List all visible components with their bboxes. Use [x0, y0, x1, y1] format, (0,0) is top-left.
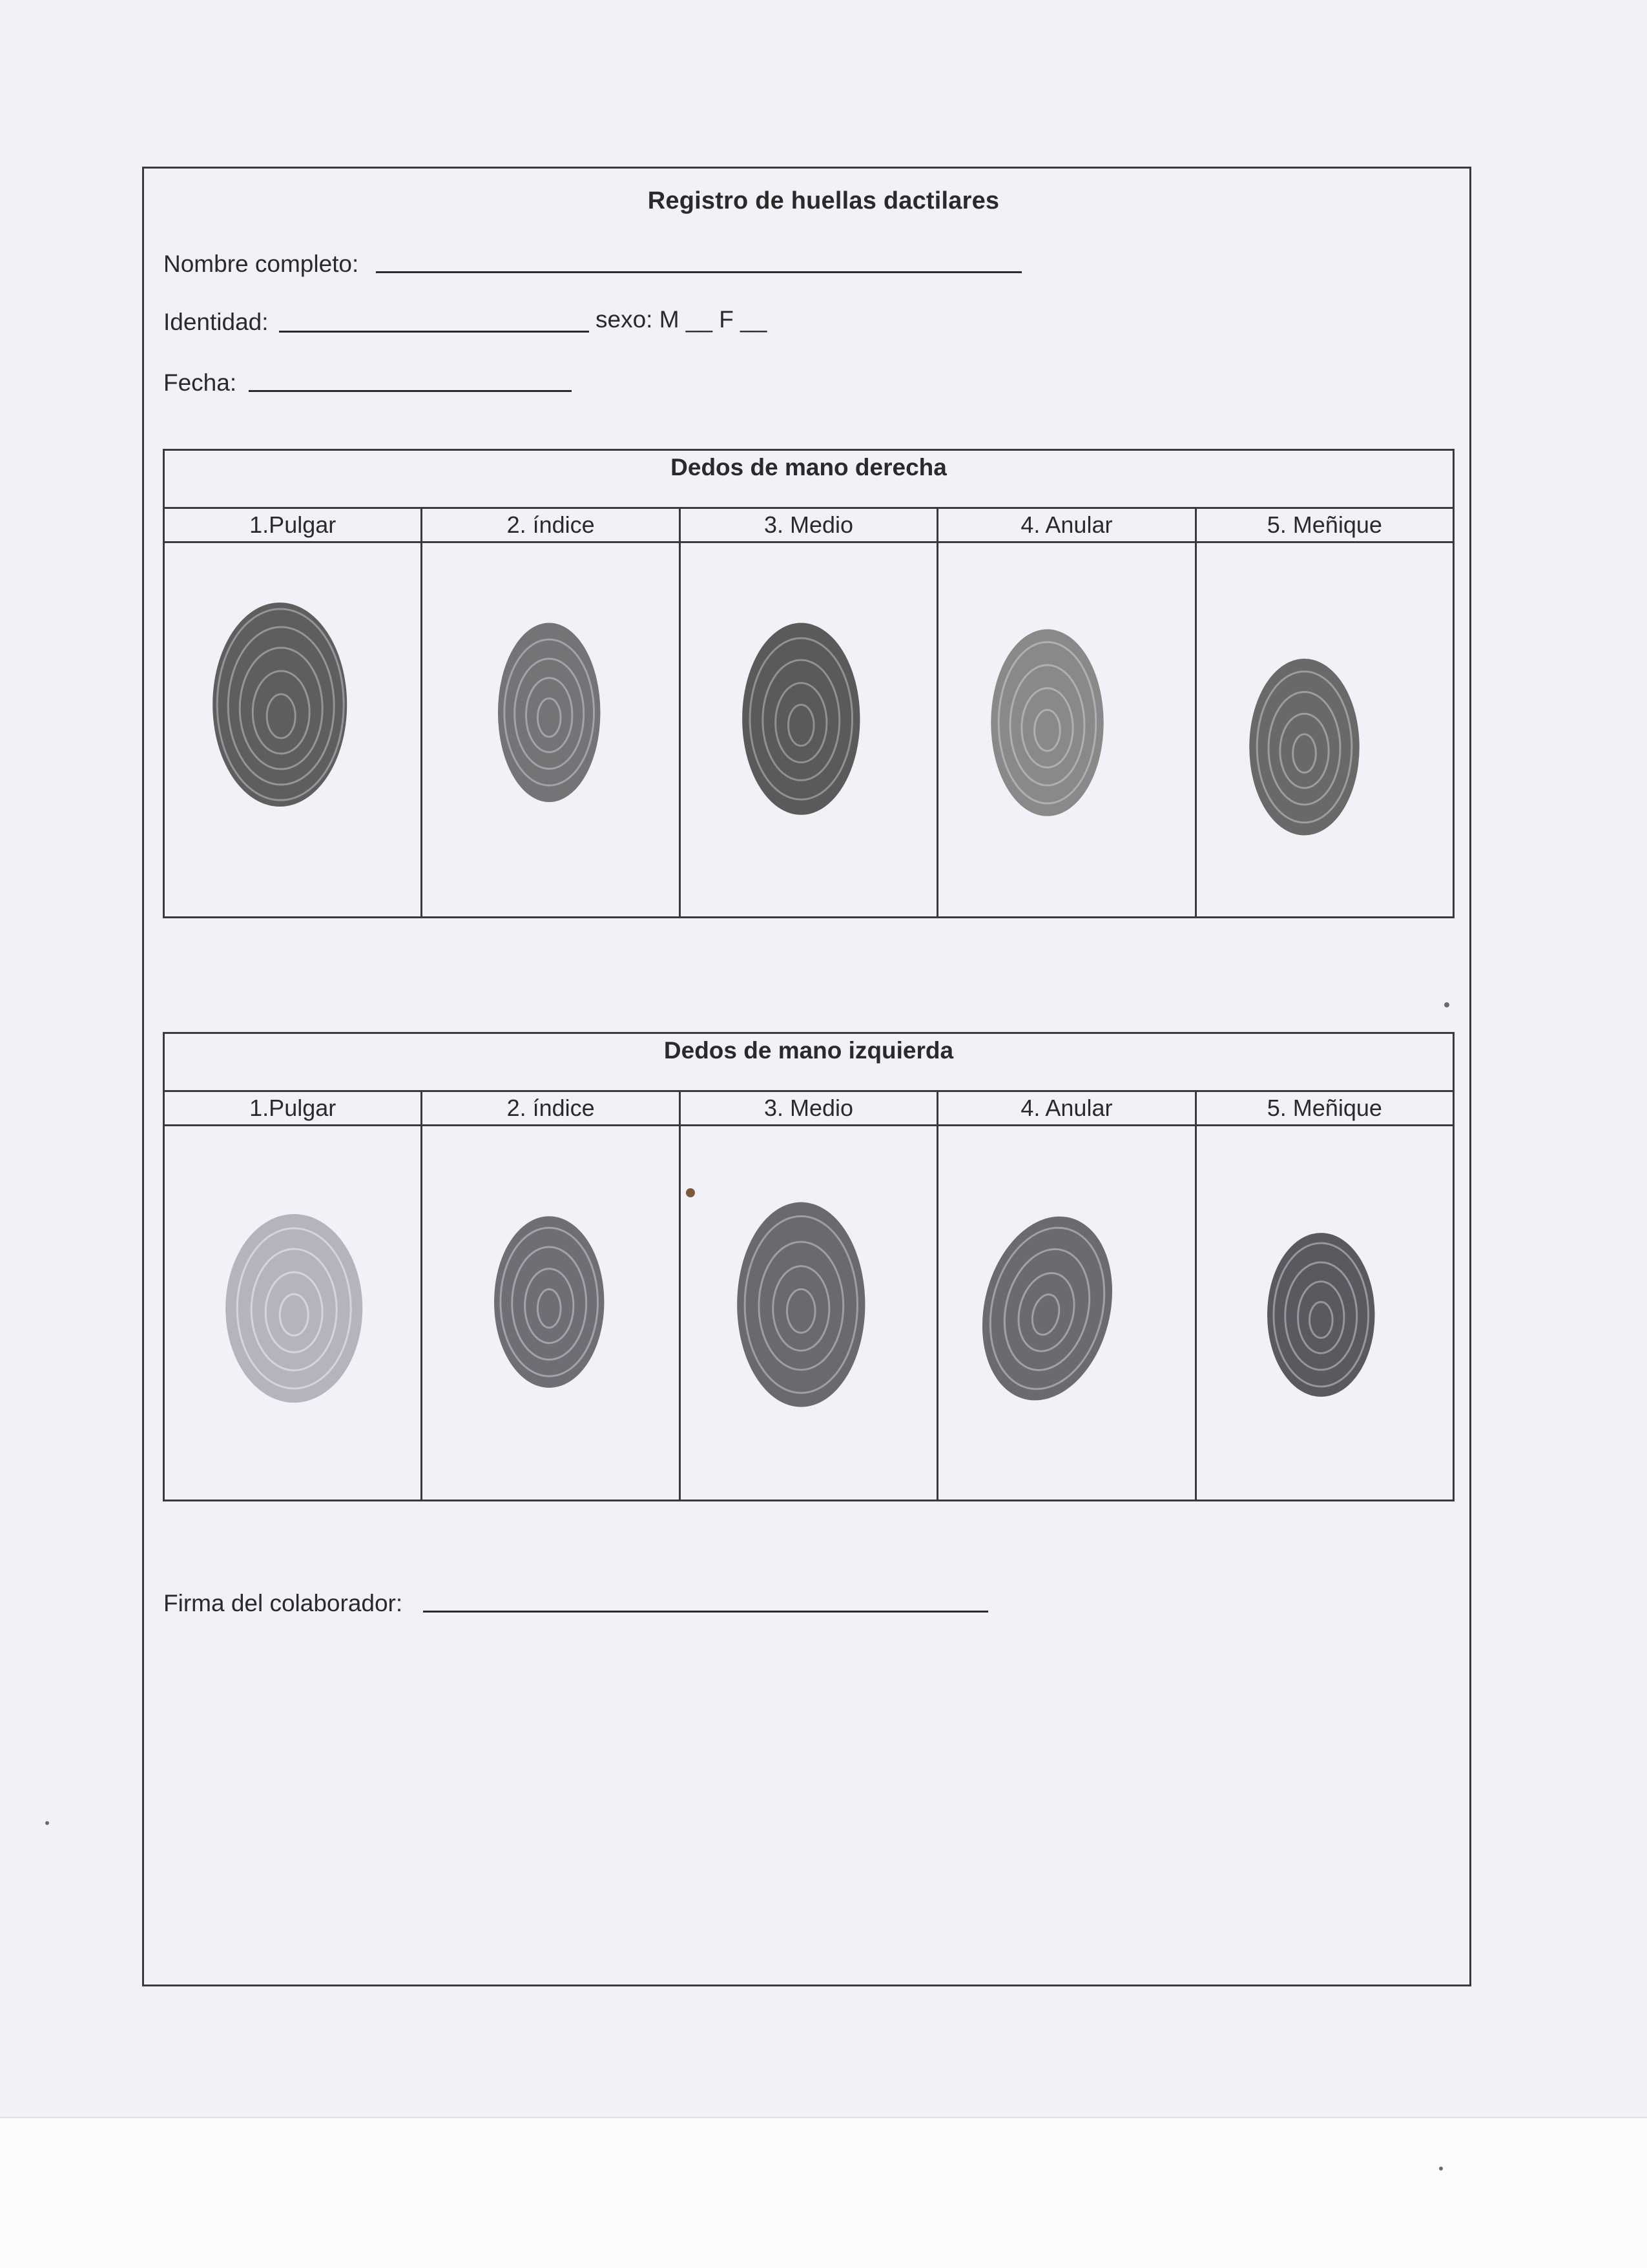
- left-hand-print-row: [165, 1126, 1453, 1500]
- identity-line[interactable]: [279, 331, 589, 333]
- right-pinky-fingerprint-icon: [1197, 543, 1453, 916]
- scanner-bed-margin: [0, 2117, 1647, 2268]
- scan-speck: [1439, 2167, 1443, 2170]
- right-middle-fingerprint-icon: [681, 543, 937, 916]
- right-thumb-fingerprint-icon: [165, 543, 420, 916]
- left-pinky-print-box[interactable]: [1197, 1126, 1453, 1500]
- right-pinky-label: 5. Meñique: [1267, 511, 1382, 538]
- left-thumb-fingerprint-icon: [165, 1126, 420, 1500]
- scan-speck: [1444, 1002, 1449, 1007]
- date-line[interactable]: [249, 390, 572, 392]
- right-thumb-print-box[interactable]: [165, 543, 422, 916]
- right-index-label: 2. índice: [422, 509, 680, 541]
- right-hand-finger-labels: [165, 509, 1453, 543]
- left-thumb-print-box[interactable]: [165, 1126, 422, 1500]
- full-name-line[interactable]: [376, 271, 1022, 273]
- left-hand-table: [163, 1032, 1455, 1501]
- left-ring-print-box[interactable]: [938, 1126, 1196, 1500]
- left-thumb-label: 1.Pulgar: [165, 1092, 422, 1124]
- left-ring-fingerprint-icon: [938, 1126, 1194, 1500]
- left-middle-label: 3. Medio: [681, 1092, 938, 1124]
- right-ring-print-box[interactable]: [938, 543, 1196, 916]
- right-hand-print-row: [165, 543, 1453, 916]
- right-index-fingerprint-icon: [422, 543, 678, 916]
- right-middle-print-box[interactable]: [681, 543, 938, 916]
- identity-label: Identidad:: [163, 309, 269, 335]
- right-hand-table: [163, 449, 1455, 918]
- right-index-print-box[interactable]: [422, 543, 680, 916]
- date-label: Fecha:: [163, 369, 237, 396]
- left-hand-finger-labels: [165, 1092, 1453, 1126]
- right-thumb-label: 1.Pulgar: [165, 509, 422, 541]
- left-pinky-fingerprint-icon: [1197, 1126, 1453, 1500]
- signature-line[interactable]: [423, 1611, 988, 1613]
- right-middle-label: 3. Medio: [681, 509, 938, 541]
- scan-speck: [45, 1821, 49, 1825]
- left-hand-header: Dedos de mano izquierda: [165, 1034, 1453, 1092]
- right-ring-fingerprint-icon: [938, 543, 1194, 916]
- full-name-label: Nombre completo:: [163, 251, 359, 277]
- signature-label: Firma del colaborador:: [163, 1590, 403, 1616]
- left-index-label: 2. índice: [422, 1092, 680, 1124]
- right-pinky-print-box[interactable]: [1197, 543, 1453, 916]
- form-title: Registro de huellas dactilares: [647, 187, 1000, 214]
- left-pinky-label: 5. Meñique: [1267, 1095, 1382, 1121]
- left-index-print-box[interactable]: [422, 1126, 680, 1500]
- sex-field[interactable]: sexo: M __ F __: [596, 306, 767, 333]
- left-middle-fingerprint-icon: [681, 1126, 937, 1500]
- left-middle-print-box[interactable]: [681, 1126, 938, 1500]
- left-index-fingerprint-icon: [422, 1126, 678, 1500]
- scan-speck: [686, 1188, 695, 1197]
- right-ring-label: 4. Anular: [938, 509, 1196, 541]
- left-ring-label: 4. Anular: [938, 1092, 1196, 1124]
- right-hand-header: Dedos de mano derecha: [165, 451, 1453, 509]
